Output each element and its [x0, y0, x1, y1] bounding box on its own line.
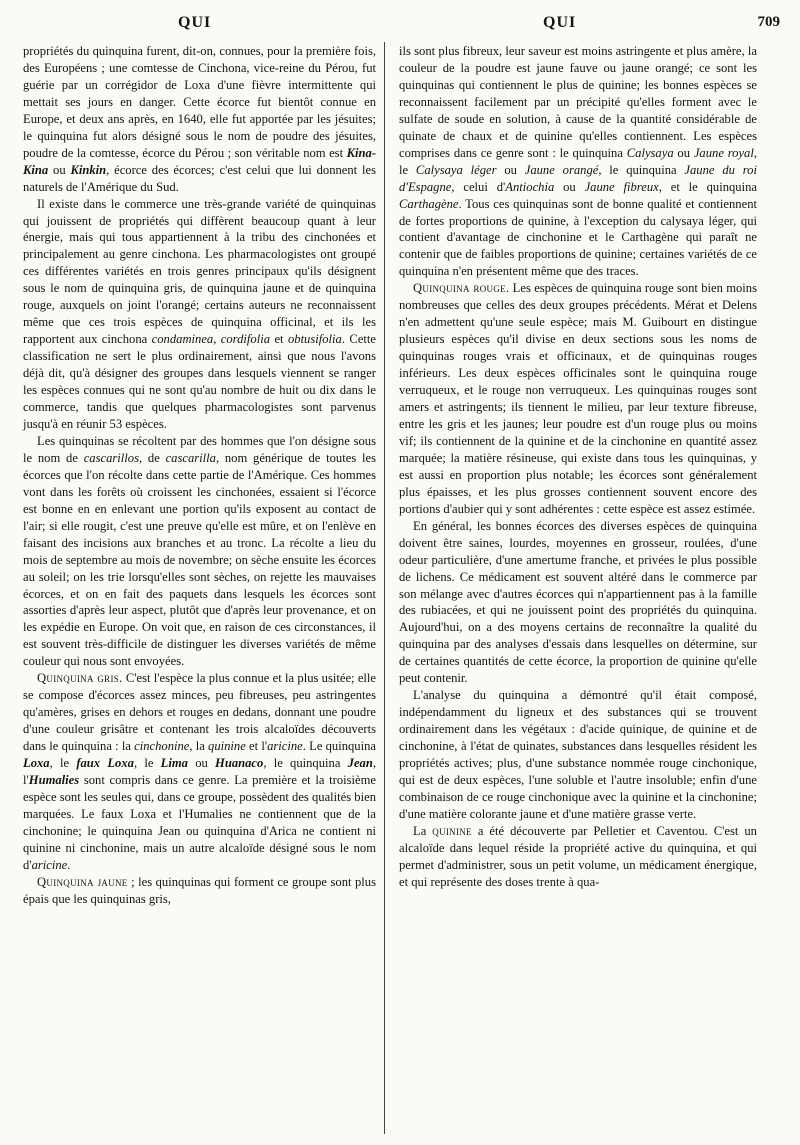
left-column — [23, 43, 376, 908]
right-column — [399, 43, 757, 891]
paragraph-quinquina-gris: Quinquina gris. C'est l'espèce la plus connue et la plus usitée; elle se compose d'écorces assez minces, peu fibreuses, peu astringentes qu'amères, grises en dehors et rouges en dedans, donnant une poudre d'une couleur grisâtre et contenant les trois alcaloïdes découverts dans le quinquina : la cinchonine, la quinine et l'aricine. Le quinquina Loxa, le faux Loxa, le Lima ou Huanaco, le quinquina Jean, l'Humalies sont compris dans ce genre. La première et la troisième espèce sont les seules qui, dans ce groupe, possèdent des qualités bien marquées. Le faux Loxa et l'Humalies ne contiennent que de la cinchonine; le quinquina Jean ou quinquina d'Arica ne contient ni quinine ni cinchonine, mais un autre alcaloïde désigné sous le nom d'aricine. — [23, 671, 377, 872]
paragraph-analysis: L'analyse du quinquina a démontré qu'il était composé, indépendamment du ligneux et des substances qui se trouvent ordinairement dans les végétaux : d'acide quinique, de quinine et de cinchonine, à l'état de quinates, substances dans lesquelles résident les propriétés actives; plus, d'une substance nommée rouge cinchonique, qui est de deux espèces, l'une soluble et l'autre insoluble; enfin d'une combinaison de ce rouge cinchonique avec la quinine et la cinchonine; d'une matière colorante jaune et d'une matière grasse verte. — [399, 688, 757, 821]
paragraph-quinine: La quinine a été découverte par Pelletier et Caventou. C'est un alcaloïde dans lequel réside la propriété active du quinquina, et qui permet d'administrer, sous un petit volume, un médicament énergique, et qui représente des doses trente à qua- — [399, 823, 757, 889]
paragraph-quinquina-rouge: Quinquina rouge. Les espèces de quinquina rouge sont bien moins nombreuses que celles des deux groupes précédents. Mérat et Delens n'en admettent qu'une seule espèce; mais M. Guibourt en distingue plusieurs espèces qu'il divise en deux sections sous les noms de quinquinas rouges vrais et officinaux, et de quinquinas rouges inférieurs. Les deux espèces officinales sont le quinquina rouge verruqueux, et le rouge non verruqueux. Les quinquinas rouges sont amers et astringents; ils tiennent le milieu, par leur texture fibreuse, entre les gris et les jaunes; leur poudre est d'un rouge plus ou moins vif; ils contiennent de la quinine et de la cinchonine en quantité assez marquée; la matière résineuse, qui existe dans tous les quinquinas, y est aussi en proportion plus notable; les écorces sont généralement plus épaisses, et les plus grosses contiennent souvent encore des portions d'aubier qui y sont adhérentes : cette espèce est assez estimée. — [399, 281, 757, 516]
page-number: 709 — [757, 14, 780, 30]
paragraph-quinquina-jaune: Quinquina jaune ; les quinquinas qui forment ce groupe sont plus épais que les quinquinas gris, — [23, 874, 376, 906]
paragraph-history: propriétés du quinquina furent, dit-on, connues, pour la première fois, des Européens ; une comtesse de Cinchona, vice-reine du Pérou, fut guérie par un corrégidor de Loxa d'une fièvre intermittente qui mettait ses jours en danger. Cette écorce fut bientôt connue en Europe, et deux ans après, en 1640, elle fut apportée par les jésuites; le quinquina fut alors désigné sous le nom de poudre des jésuites, poudre de la comtesse, écorce du Pérou ; son véritable nom est Kina-Kina ou Kinkin, écorce des écorces; c'est celui que lui donnent les naturels de l'Amérique du Sud. — [23, 44, 376, 194]
paragraph-jaune-continued: ils sont plus fibreux, leur saveur est moins astringente et plus amère, la couleur de la poudre est jaune fauve ou jaune orangé; ce sont les quinquinas qui contiennent le plus de quinine; les bonnes espèces se reconnaissent facilement par un précipité qu'elles forment avec le sulfate de soude en solution, à cause de la quantité considérable de quinate de chaux et de quinine qu'elles contiennent. Les espèces comprises dans ce genre sont : le quinquina Calysaya ou Jaune royal, le Calysaya léger ou Jaune orangé, le quinquina Jaune du roi d'Espagne, celui d'Antiochia ou Jaune fibreux, et le quinquina Carthagène. Tous ces quinquinas sont de bonne qualité et contiennent de fortes proportions de quinine, à l'exception du calysaya léger, qui contient d'avantage de cinchonine et le Carthagène qui paraît ne contenir que de faibles proportions de quinine; certaines variétés de ce quinquina n'en présentent même que des traces. — [399, 44, 757, 279]
column-divider — [384, 42, 385, 1134]
running-head-left: QUI — [178, 14, 212, 31]
paragraph-quality: En général, les bonnes écorces des diverses espèces de quinquina doivent être saines, lourdes, moyennes en grosseur, roulées, d'une odeur particulière, d'une amertume franche, et privées le plus possible de lichens. Ce médicament est souvent altéré dans le commerce par son mélange avec d'autres écorces qui n'appartiennent pas à la famille des rubiacées, et qui ne jouissent point des propriétés du quinquina. Aujourd'hui, on a des moyens certains de reconnaître la qualité du quinquina par des analyses d'essais dans lesquelles on détermine, sur de certaines quantités de cette écorce, la proportion de quinine qu'elle peut contenir. — [399, 518, 757, 686]
paragraph-harvest: Les quinquinas se récoltent par des hommes que l'on désigne sous le nom de cascarillos, de cascarilla, nom générique de toutes les écorces que l'on récolte dans cette partie de l'Amérique. Ces hommes vont dans les forêts où croissent les cinchonées, essaient si l'écorce est bonne en en enlevant une portion qu'ils exposent au contact de l'air; si elle rougit, c'est une preuve qu'elle est mûre, et on l'enlève en faisant des incisions aux branches et au tronc. La récolte a lieu du mois de septembre au mois de novembre; on sèche ensuite les écorces au soleil; on les trie lorsqu'elles sont sèches, on rejette les mauvaises écorces, et on en fait des paquets dans lesquels les écorces sont assorties d'après leur aspect, plutôt que d'après leur provenance, et on les expédie en Europe. On voit que, en raison de ces circonstances, il est souvent très-difficile de distinguer les diverses variétés de même couleur qui nous sont envoyées. — [23, 433, 376, 669]
running-head-right: QUI — [543, 14, 577, 31]
paragraph-varieties: Il existe dans le commerce une très-grande variété de quinquinas qui jouissent de propriétés qui diffèrent beaucoup quant à leur énergie, mais qui tous appartiennent à la tribu des cinchonées et principalement au genre cinchona. Les pharmacologistes ont groupé ces différentes variétés en trois genres principaux qu'ils désignent sous le nom de quinquina gris, de quinquina jaune et de quinquina rouge, auxquels on joint l'orangé; certains auteurs ne reconnaissent même que ces trois espèces de quinquina officinal, et ils les rapportent aux cinchona condaminea, cordifolia et obtusifolia. Cette classification ne sert le plus ordinairement, ainsi que nous l'avons déjà dit, qu'à désigner des groupes dans lesquels viennent se ranger les espèces connues qui ne sont qu'au nombre de huit ou dix dans le commerce, tandis que quelques pharmacologistes sont parvenus jusqu'à en réunir 53 espèces. — [23, 196, 377, 431]
